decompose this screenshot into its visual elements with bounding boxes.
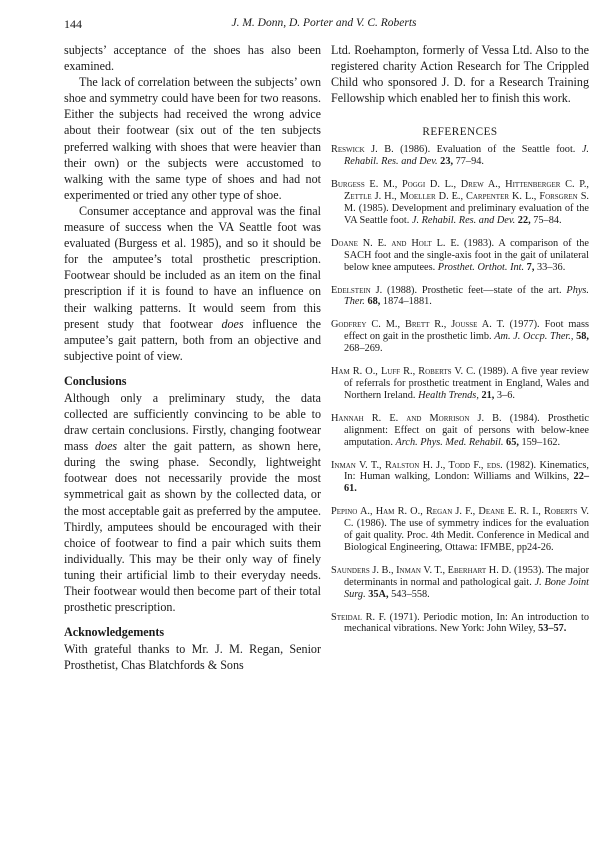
reference-volume: 68, bbox=[364, 296, 381, 308]
reference-item bbox=[331, 565, 589, 601]
reference-pages: 543–558. bbox=[388, 588, 430, 600]
emphasis: does bbox=[94, 439, 118, 454]
reference-pages: 75–84. bbox=[530, 214, 562, 226]
right-column bbox=[331, 42, 589, 646]
reference-journal: Am. J. Occp. Ther., bbox=[494, 331, 574, 343]
reference-item bbox=[331, 179, 589, 227]
reference-authors: Doane N. E. and Holt L. E. bbox=[331, 237, 460, 249]
paragraph-correlation: The lack of correlation between the subjects’ own shoe and symmetry could have been for two reasons. Either the subjects had received the wrong advice about their footwear (six out of the ten subjects preferred walking with shoes that were heavier than their own) or the subjects were accustomed to walking with the same type of shoes and had not experimented or tried any other type of shoe. bbox=[64, 75, 321, 202]
paragraph-text: alter the gait pattern, as shown here, during the swing phase. Secondly, lightweight footwear does not necessarily provide the most symmetrical gait as shown by the collected data, or the most acceptable gait as preferred by the amputee. Thirdly, amputees should be encouraged with their choice of footwear to find a pair which suits them individually. This may be their only way of finely tuning their artificial limb to their everyday needs. Their footwear would then become part of their total prosthetic prescription. bbox=[64, 439, 321, 615]
reference-text: (1982). Kinematics, In: Human walking, London: Williams and Wilkins, bbox=[344, 459, 589, 483]
reference-pages: 1874–1881. bbox=[380, 296, 432, 308]
paragraph-text: Consumer acceptance and approval was the final measure of success when the VA Seattle foot was evaluated (Burgess et al. 1985), and so it should be for the amputee’s total prosthetic prescription. Footwear should be included as an item on the final prescription if it is found to have an influence on their walking patterns. It would seem from this present study that footwear bbox=[64, 203, 321, 331]
reference-volume: 22, bbox=[515, 214, 531, 226]
reference-item bbox=[331, 238, 589, 274]
reference-item bbox=[331, 460, 589, 496]
reference-pages: 77–94. bbox=[453, 156, 484, 168]
reference-item bbox=[331, 612, 589, 636]
reference-item bbox=[331, 413, 589, 449]
reference-volume: 58, bbox=[573, 331, 589, 343]
reference-item bbox=[331, 285, 589, 309]
running-title: J. M. Donn, D. Porter and V. C. Roberts bbox=[231, 17, 417, 29]
reference-authors: Godfrey C. M., Brett R., Jousse A. T. bbox=[331, 319, 505, 331]
reference-volume: 7, bbox=[524, 261, 535, 273]
reference-volume: 22–61. bbox=[344, 471, 589, 495]
paragraph-text: Although only a preliminary study, the data collected are sufficiently convincing to be able to draw certain conclusions. Firstly, changing footwear mass bbox=[64, 390, 321, 454]
reference-authors: Hannah R. E. and Morrison J. B. bbox=[331, 412, 502, 424]
reference-volume: 53–57. bbox=[538, 623, 567, 635]
reference-item bbox=[331, 144, 589, 168]
reference-authors: Steidal R. F. bbox=[331, 611, 387, 623]
reference-journal: J. Rehabil. Res. and Dev. bbox=[411, 214, 516, 226]
reference-item bbox=[331, 506, 589, 554]
reference-journal: J. Bone Joint Surg. bbox=[344, 576, 589, 600]
reference-volume: 23, bbox=[437, 156, 454, 168]
reference-text: (1988). Prosthetic feet—state of the art. bbox=[382, 284, 567, 296]
conclusions-heading: Conclusions bbox=[64, 373, 127, 388]
reference-pages: 159–162. bbox=[518, 436, 561, 448]
paragraph-conclusions bbox=[64, 390, 321, 615]
reference-volume: 21, bbox=[478, 389, 495, 401]
reference-journal: Prosthet. Orthot. Int. bbox=[437, 261, 525, 273]
reference-pages: 3–6. bbox=[494, 389, 515, 401]
paragraph-acknowledgements-continued: Ltd. Roehampton, formerly of Vessa Ltd. Also to the registered charity Action Research for The Crippled Child who sponsored J. D. for a Research Training Fellowship which enabled her to finish this work. bbox=[331, 43, 589, 106]
reference-journal: Phys. Ther. bbox=[344, 284, 589, 308]
emphasis: does bbox=[221, 316, 244, 331]
paragraph-continued: subjects’ acceptance of the shoes has also been examined. bbox=[64, 43, 321, 74]
reference-text: (1984). Prosthetic alignment: Effect on gait of persons with below-knee amputation. bbox=[344, 412, 589, 448]
reference-pages: 33–36. bbox=[534, 261, 566, 273]
reference-list bbox=[331, 144, 589, 635]
reference-volume: 35A, bbox=[365, 588, 389, 600]
reference-text: (1971). Periodic motion, In: An introduction to mechanical vibrations. New York: John Wiley, bbox=[344, 611, 589, 635]
reference-item bbox=[331, 366, 589, 402]
reference-text: (1985). Development and preliminary evaluation of the VA Seattle foot. bbox=[344, 203, 589, 226]
reference-authors: Edelstein J. bbox=[331, 284, 383, 296]
reference-text: (1986). The use of symmetry indices for the evaluation of gait quality. Proc. 4th Medit. Conference in Medical and Biological Engineering, Ottawa: IFMBE, pp24-26. bbox=[344, 518, 589, 553]
paragraph-acknowledgements: With grateful thanks to Mr. J. M. Regan, Senior Prosthetist, Chas Blatchfords & Sons bbox=[64, 642, 321, 673]
paragraph-text: influence the amputee’s gait pattern, both from an objective and subjective point of view. bbox=[64, 316, 321, 363]
reference-text: (1989). A five year review of referrals for prosthetic treatment in England, Wales and Northern Ireland. bbox=[344, 366, 589, 401]
reference-journal: J. Rehabil. Res. and Dev. bbox=[344, 144, 589, 168]
reference-text: (1983). A comparison of the SACH foot and the single-axis foot in the gait of unilateral below knee amputees. bbox=[344, 237, 589, 273]
reference-authors: Ham R. O., Luff R., Roberts V. C. bbox=[331, 366, 476, 378]
references-heading: REFERENCES bbox=[422, 126, 498, 139]
page-header bbox=[64, 17, 584, 33]
reference-text: (1953). The major determinants in normal and pathological gait. bbox=[344, 564, 589, 588]
reference-journal: Health Trends, bbox=[418, 389, 479, 401]
reference-text: (1986). Evaluation of the Seattle foot. bbox=[393, 144, 582, 156]
page-number: 144 bbox=[64, 17, 82, 31]
reference-volume: 65, bbox=[503, 436, 519, 448]
reference-authors: Burgess E. M., Poggi D. L., Drew A., Hittenberger C. P., Zettle J. H., Moeller D. E., Carpenter K. L., Forsgren S. M. bbox=[331, 179, 589, 214]
reference-text: (1977). Foot mass effect on gait in the prosthetic limb. bbox=[344, 319, 589, 343]
reference-authors: Inman V. T., Ralston H. J., Todd F., eds. bbox=[331, 459, 503, 471]
reference-item bbox=[331, 319, 589, 355]
left-column bbox=[64, 42, 321, 673]
paragraph-consumer-acceptance bbox=[64, 203, 321, 364]
reference-authors: Reswick J. B. bbox=[331, 144, 394, 156]
reference-pages: 268–269. bbox=[344, 343, 383, 355]
reference-authors: Saunders J. B., Inman V. T., Eberhart H. D. bbox=[331, 564, 512, 576]
reference-authors: Pepino A., Ham R. O., Regan J. F., Deane E. R. I., Roberts V. C. bbox=[331, 506, 589, 530]
reference-journal: Arch. Phys. Med. Rehabil. bbox=[395, 436, 504, 448]
acknowledgements-heading: Acknowledgements bbox=[64, 625, 165, 640]
